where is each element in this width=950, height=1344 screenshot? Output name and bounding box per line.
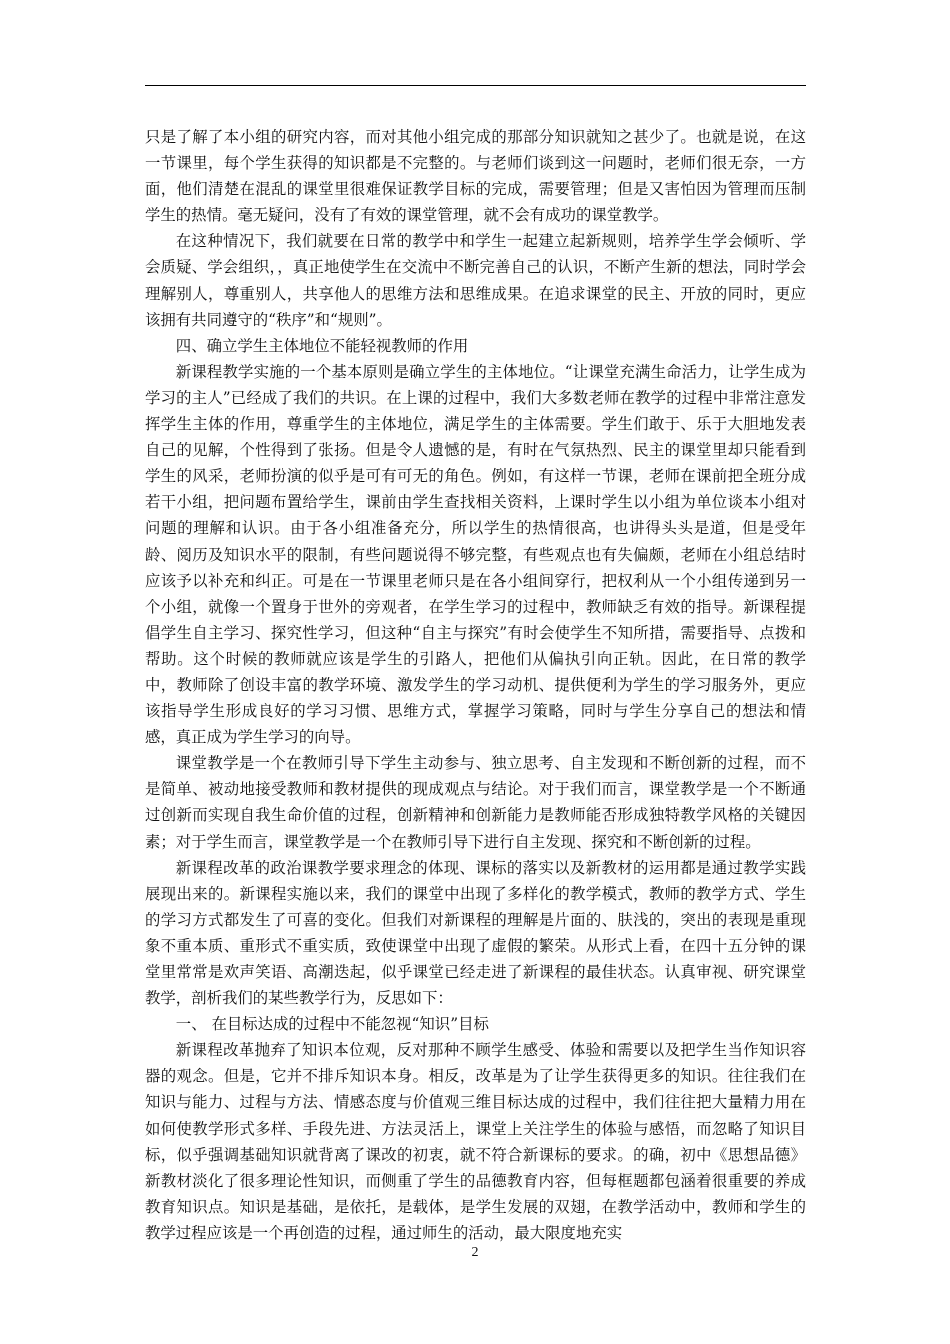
paragraph: 新课程改革的政治课教学要求理念的体现、课标的落实以及新教材的运用都是通过教学实践展现出来的。新课程实施以来，我们的课堂中出现了多样化的教学模式，教师的教学方式、学生的学习方式都发生了可喜的变化。但我们对新课程的理解是片面的、肤浅的，突出的表现是重现象不重本质、重形式不重实质，致使课堂中出现了虚假的繁荣。从形式上看，在四十五分钟的课堂里常常是欢声笑语、高潮迭起，似乎课堂已经走进了新课程的最佳状态。认真审视、研究课堂教学，剖析我们的某些教学行为，反思如下： (145, 858, 806, 1008)
section-heading: 一、 在目标达成的过程中不能忽视“知识”目标 (175, 1015, 489, 1034)
body-text (145, 124, 806, 1246)
paragraph: 在这种情况下，我们就要在日常的教学中和学生一起建立起新规则，培养学生学会倾听、学会质疑、学会组织，，真正地使学生在交流中不断完善自己的认识，不断产生新的想法，同时学会理解别人，尊重别人，共享他人的思维方法和思维成果。在追求课堂的民主、开放的同时，更应该拥有共同遵守的“秩序”和“规则”。 (145, 232, 806, 329)
paragraph: 课堂教学是一个在教师引导下学生主动参与、独立思考、自主发现和不断创新的过程，而不是简单、被动地接受教师和教材提供的现成观点与结论。对于我们而言，课堂教学是一个不断通过创新而实现自我生命价值的过程，创新精神和创新能力是教师能否形成独特教学风格的关键因素；对于学生而言，课堂教学是一个在教师引导下进行自主发现、探究和不断创新的过程。 (145, 754, 806, 851)
page-number: 2 (471, 1245, 479, 1260)
paragraph: 新课程改革抛弃了知识本位观，反对那种不顾学生感受、体验和需要以及把学生当作知识容器的观念。但是，它并不排斥知识本身。相反，改革是为了让学生获得更多的知识。往往我们在知识与能力、过程与方法、情感态度与价值观三维目标达成的过程中，我们往往把大量精力用在如何使教学形式多样、手段先进、方法灵活上，课堂上关注学生的体验与感悟，而忽略了知识目标，似乎强调基础知识就背离了课改的初衷，就不符合新课标的要求。的确，初中《思想品德》新教材淡化了很多理论性知识，而侧重了学生的品德教育内容，但每框题都包涵着很重要的养成教育知识点。知识是基础，是依托，是载体，是学生发展的双翅，在教学活动中，教师和学生的教学过程应该是一个再创造的过程，通过师生的活动，最大限度地充实 (145, 1041, 806, 1242)
section-heading: 四、确立学生主体地位不能轻视教师的作用 (175, 336, 469, 355)
paragraph: 新课程教学实施的一个基本原则是确立学生的主体地位。“让课堂充满生命活力，让学生成为学习的主人”已经成了我们的共识。在上课的过程中，我们大多数老师在教学的过程中非常注意发挥学生主体的作用，尊重学生的主体地位，满足学生的主体需要。学生们敢于、乐于大胆地发表自己的见解，个性得到了张扬。但是令人遗憾的是，有时在气氛热烈、民主的课堂里却只能看到学生的风采，老师扮演的似乎是可有可无的角色。例如，有这样一节课，老师在课前把全班分成若干小组，把问题布置给学生，课前由学生查找相关资料，上课时学生以小组为单位谈本小组对问题的理解和认识。由于各小组准备充分，所以学生的热情很高，也讲得头头是道，但是受年龄、阅历及知识水平的限制，有些问题说得不够完整，有些观点也有失偏颇，老师在小组总结时应该予以补充和纠正。可是在一节课里老师只是在各小组间穿行，把权利从一个小组传递到另一个小组，就像一个置身于世外的旁观者，在学生学习的过程中，教师缺乏有效的指导。新课程提倡学生自主学习、探究性学习，但这种“自主与探究”有时会使学生不知所措，需要指导、点拨和帮助。这个时候的教师就应该是学生的引路人，把他们从偏执引向正轨。因此，在日常的教学中，教师除了创设丰富的教学环境、激发学生的学习动机、提供便利为学生的学习服务外，更应该指导学生形成良好的学习习惯、思维方式，掌握学习策略，同时与学生分享自己的想法和情感，真正成为学生学习的向导。 (145, 362, 806, 747)
paragraph: 只是了解了本小组的研究内容，而对其他小组完成的那部分知识就知之甚少了。也就是说，在这一节课里，每个学生获得的知识都是不完整的。与老师们谈到这一问题时，老师们很无奈，一方面，他们清楚在混乱的课堂里很难保证教学目标的完成，需要管理；但是又害怕因为管理而压制学生的热情。毫无疑问，没有了有效的课堂管理，就不会有成功的课堂教学。 (145, 128, 806, 225)
header-rule (145, 85, 806, 86)
